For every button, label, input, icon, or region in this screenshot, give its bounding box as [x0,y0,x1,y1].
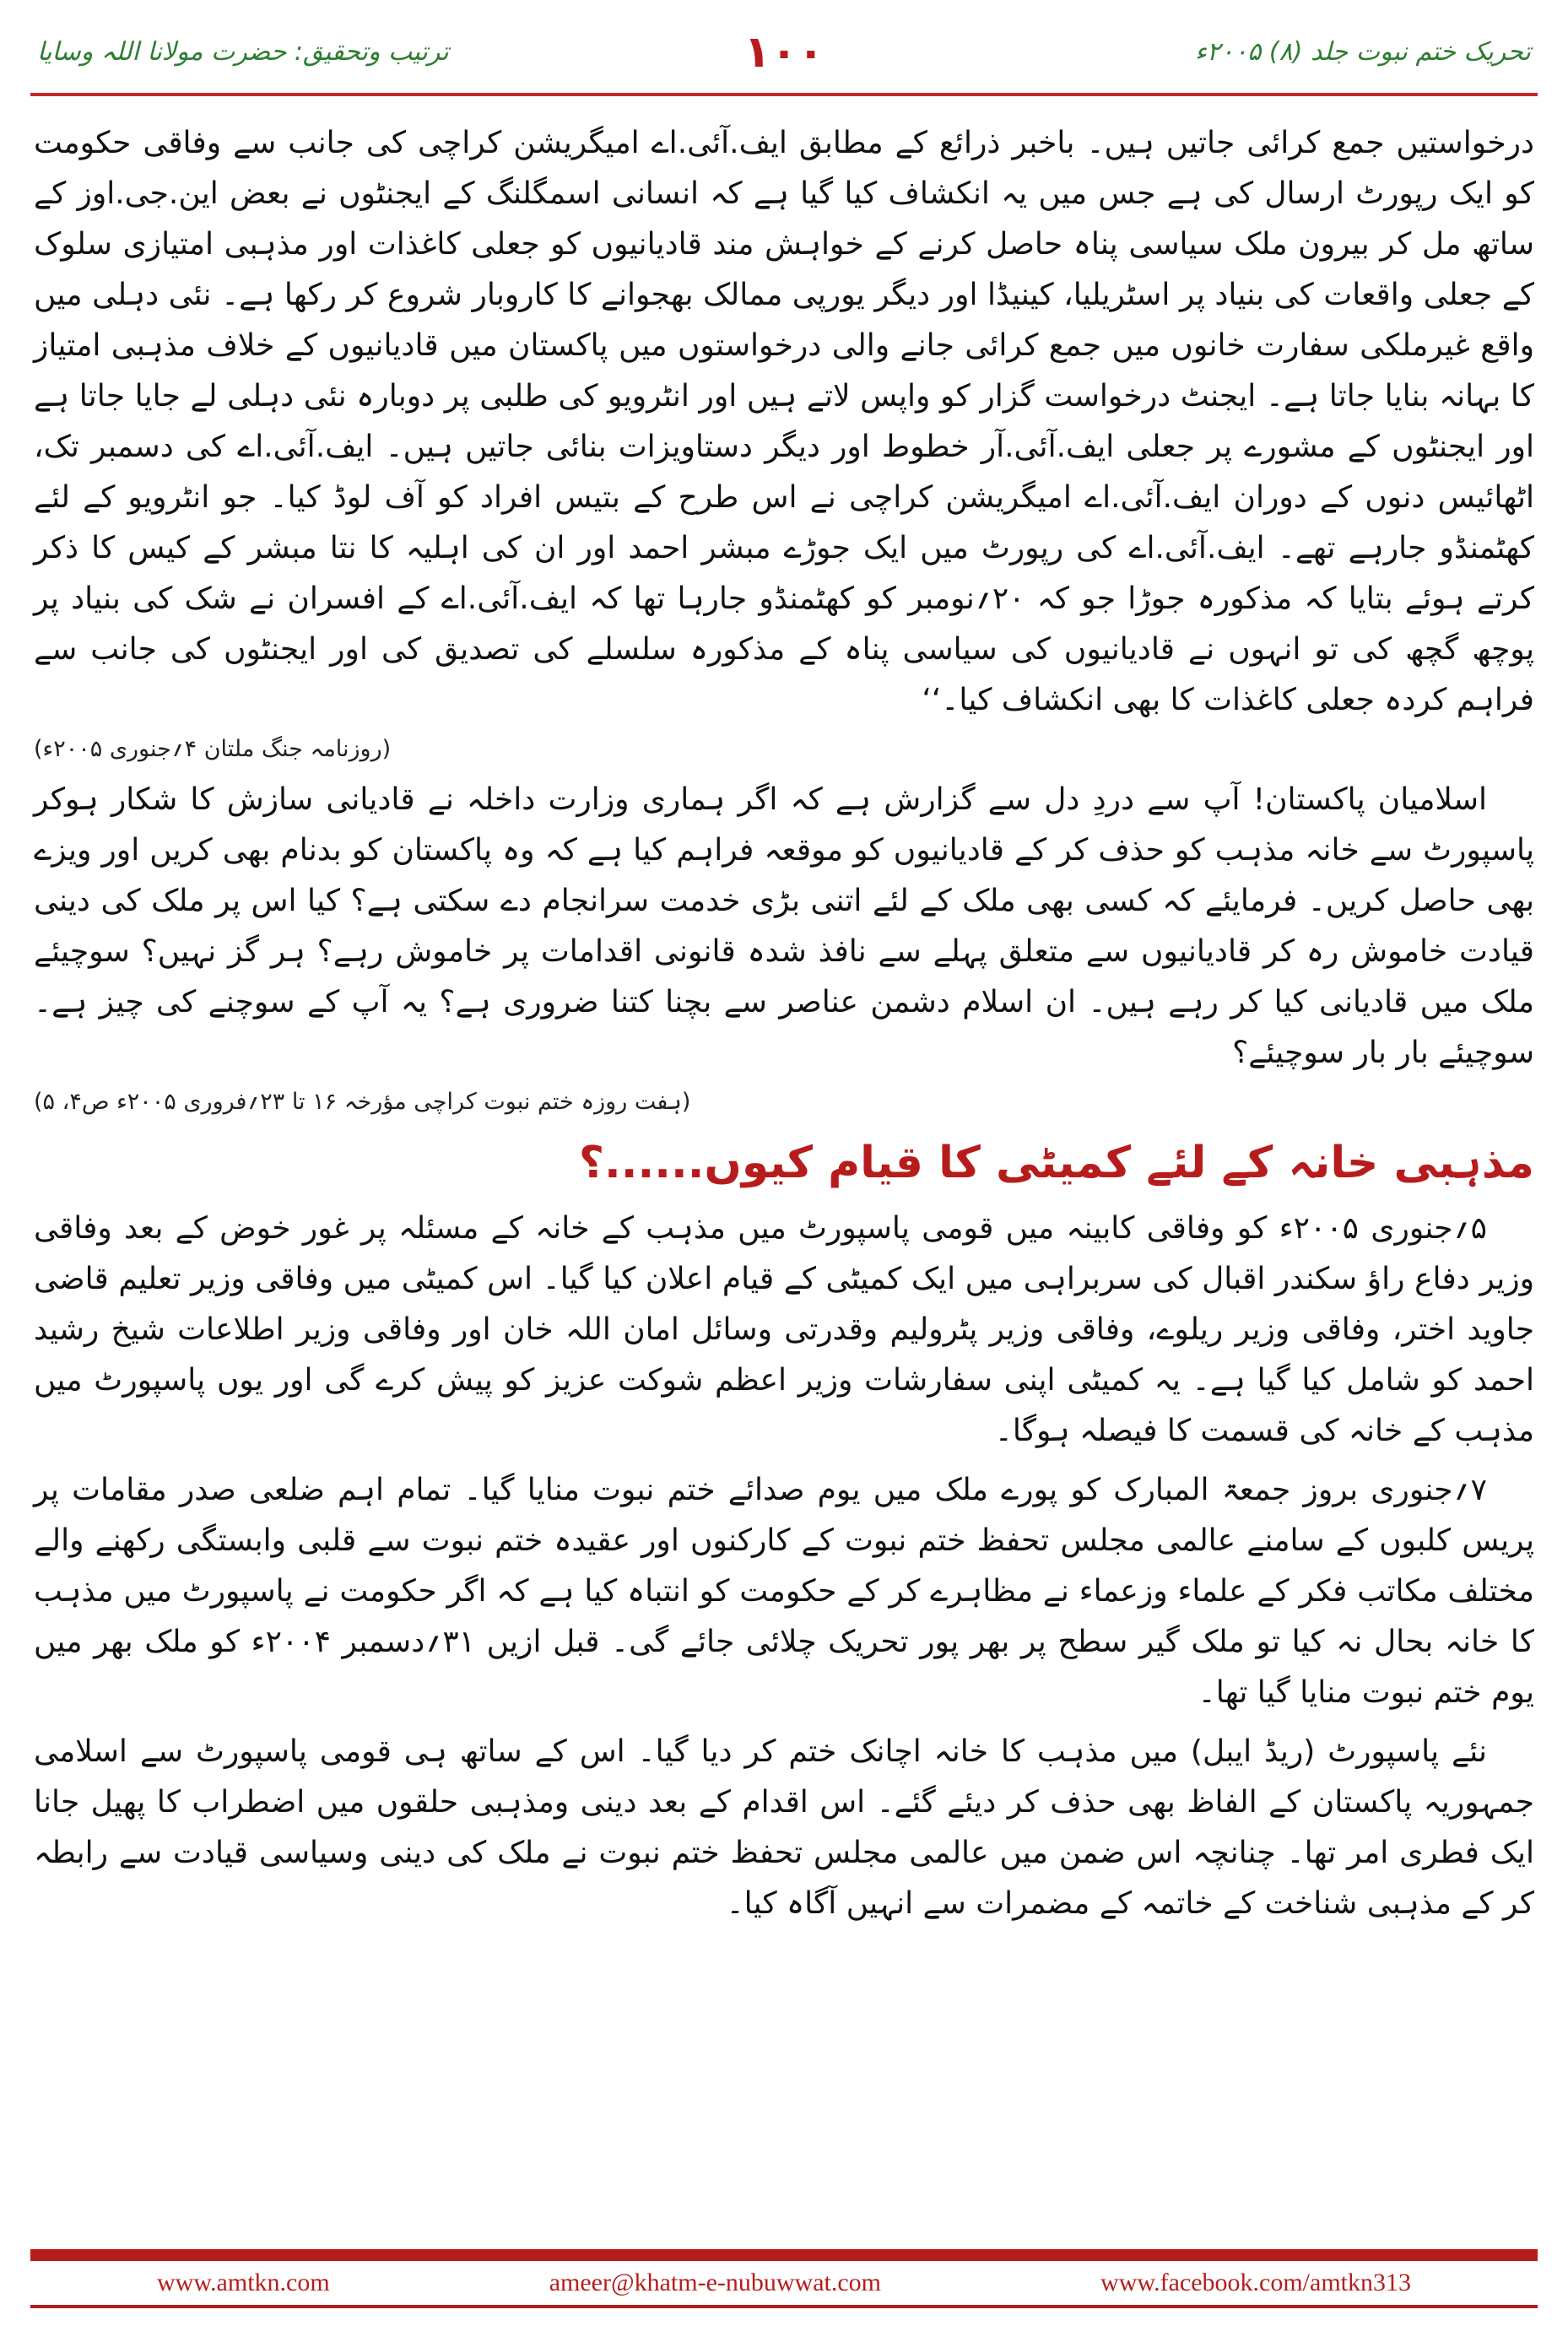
footer-divider-bottom [30,2305,1538,2308]
page-number: ۱۰۰ [743,27,825,78]
page-body [34,118,1534,1938]
citation-jang: (روزنامہ جنگ ملتان ۴؍جنوری ۲۰۰۵ء) [34,736,392,762]
header-divider [30,93,1538,96]
footer-links [30,2264,1538,2301]
paragraph-protest-day: ۷؍جنوری بروز جمعۃ المبارک کو پورے ملک میں یوم صدائے ختم نبوت منایا گیا۔ تمام اہم ضلعی صدر مقامات پر پریس کلبوں کے سامنے عالمی مجلس تحفظ ختم نبوت کے کارکنوں اور عقیدہ ختم نبوت سے قلبی وابستگی رکھنے والے مختلف مکاتب فکر کے علماء وزعماء نے مظاہرے کر کے حکومت کو انتباہ کیا ہے کہ اگر حکومت نے پاسپورٹ میں مذہب کا خانہ بحال نہ کیا تو ملک گیر سطح پر بھر پور تحریک چلائی جائے گی۔ قبل ازیں ۳۱؍دسمبر ۲۰۰۴ء کو ملک بھر میں یوم ختم نبوت منایا گیا تھا۔ [34,1473,1534,1710]
page-header [30,25,1538,98]
paragraph-new-passport: نئے پاسپورٹ (ریڈ ایبل) میں مذہب کا خانہ اچانک ختم کر دیا گیا۔ اس کے ساتھ ہی قومی پاسپورٹ سے اسلامی جمہوریہ پاکستان کے الفاظ بھی حذف کر دیئے گئے۔ اس اقدام کے بعد دینی ومذہبی حلقوں میں اضطراب کا پھیل جانا ایک فطری امر تھا۔ چنانچہ اس ضمن میں عالمی مجلس تحفظ ختم نبوت نے ملک کی دینی وسیاسی قیادت سے رابطہ کر کے مذہبی شناخت کے خاتمہ کے مضمرات سے انہیں آگاہ کیا۔ [34,1734,1534,1921]
paragraph-committee: ۵؍جنوری ۲۰۰۵ء کو وفاقی کابینہ میں قومی پاسپورٹ میں مذہب کے خانہ کے مسئلہ پر غور خوض کے بعد وفاقی وزیر دفاع راؤ سکندر اقبال کی سربراہی میں ایک کمیٹی کے قیام اعلان کیا گیا۔ اس کمیٹی میں وفاقی وزیر تعلیم قاضی جاوید اختر، وفاقی وزیر ریلوے، وفاقی وزیر پٹرولیم وقدرتی وسائل امان اللہ خان اور وفاقی وزیر اطلاعات شیخ رشید احمد کو شامل کیا گیا ہے۔ یہ کمیٹی اپنی سفارشات وزیر اعظم شوکت عزیز کو پیش کرے گی اور یوں پاسپورٹ میں مذہب کے خانہ کی قسمت کا فیصلہ ہوگا۔ [34,1211,1534,1448]
compiler-credit: ترتیب وتحقیق: حضرت مولانا اللہ وسایا [37,37,449,67]
email-link[interactable]: ameer@khatm-e-nubuwwat.com [549,2269,882,2296]
paragraph-report: درخواستیں جمع کرائی جاتیں ہیں۔ باخبر ذرائع کے مطابق ایف.آئی.اے امیگریشن کراچی کی جانب سے وفاقی حکومت کو ایک رپورٹ ارسال کی ہے جس میں یہ انکشاف کیا گیا ہے کہ انسانی اسمگلنگ کے ایجنٹوں نے بعض این.جی.اوز کے ساتھ مل کر بیرون ملک سیاسی پناہ حاصل کرنے کے خواہش مند قادیانیوں کو جعلی کاغذات اور مذہبی امتیازی سلوک کے جعلی واقعات کی بنیاد پر اسٹریلیا، کینیڈا اور دیگر یورپی ممالک بھجوانے کا کاروبار شروع کر رکھا ہے۔ نئی دہلی میں واقع غیرملکی سفارت خانوں میں جمع کرائی جانے والی درخواستوں میں پاکستان میں قادیانیوں کے خلاف مذہبی امتیاز کا بہانہ بنایا جاتا ہے۔ ایجنٹ درخواست گزار کو واپس لاتے ہیں اور انٹرویو کی طلبی پر دوبارہ نئی دہلی لے جایا جاتا ہے اور ایجنٹوں کے مشورے پر جعلی ایف.آئی.آر خطوط اور دیگر دستاویزات بنائی جاتیں ہیں۔ ایف.آئی.اے کی دسمبر تک، اٹھائیس دنوں کے دوران ایف.آئی.اے امیگریشن کراچی نے اس طرح کے بتیس افراد کو آف لوڈ کیا۔ جو انٹرویو کے لئے کھٹمنڈو جارہے تھے۔ ایف.آئی.اے کی رپورٹ میں ایک جوڑے مبشر احمد اور ان کی اہلیہ کا نتا مبشر کے کیس کا ذکر کرتے ہوئے بتایا کہ مذکورہ جوڑا جو کہ ۲۰؍نومبر کو کھٹمنڈو جارہا تھا کہ ایف.آئی.اے کے افسران نے شک کی بنیاد پر پوچھ گچھ کی تو انہوں نے قادیانیوں کی سیاسی پناہ کے مذکورہ سلسلے کی تصدیق کی اور ایجنٹوں کی جانب سے فراہم کردہ جعلی کاغذات کا بھی انکشاف کیا۔‘‘ [34,126,1535,717]
page-footer [30,2249,1538,2308]
section-heading: مذہبی خانہ کے لئے کمیٹی کا قیام کیوں......؟ [578,1138,1534,1188]
paragraph-appeal: اسلامیان پاکستان! آپ سے دردِ دل سے گزارش ہے کہ اگر ہماری وزارت داخلہ نے قادیانی سازش کا شکار ہوکر پاسپورٹ سے خانہ مذہب کو حذف کر کے قادیانیوں کو موقعہ فراہم کیا ہے کہ وہ پاکستان کو بدنام بھی کریں اور ویزے بھی حاصل کریں۔ فرمایئے کہ کسی بھی ملک کے لئے اتنی بڑی خدمت سرانجام دے سکتی ہے؟ کیا اس پر ملک کی دینی قیادت خاموش رہ کر قادیانیوں سے متعلق پہلے سے نافذ شدہ قانونی اقدامات پر خاموش رہے؟ ہر گز نہیں؟ سوچیئے ملک میں قادیانی کیا کر رہے ہیں۔ ان اسلام دشمن عناصر سے بچنا کتنا ضروری ہے؟ یہ آپ کے سوچنے کی چیز ہے۔ سوچیئے بار بار سوچیئے؟ [34,782,1534,1070]
website-link[interactable]: www.amtkn.com [157,2269,330,2296]
footer-divider-top [30,2249,1538,2261]
facebook-link[interactable]: www.facebook.com/amtkn313 [1100,2269,1411,2296]
citation-khatm-e-nubuwwat: (ہفت روزہ ختم نبوت کراچی مؤرخہ ۱۶ تا ۲۳؍فروری ۲۰۰۵ء ص۴، ۵) [34,1089,691,1115]
book-title: تحریک ختم نبوت جلد (۸) ۲۰۰۵ء [1194,37,1531,67]
